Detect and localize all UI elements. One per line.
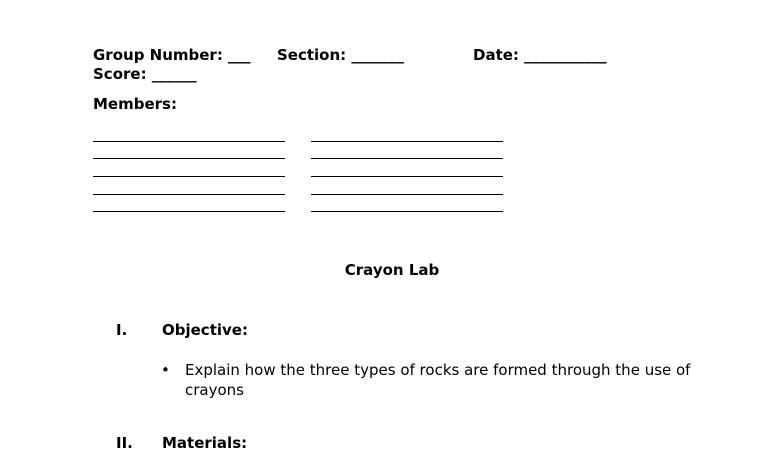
section-heading-objective: Objective: xyxy=(162,321,248,339)
section-number: II. xyxy=(116,434,133,452)
member-line xyxy=(311,176,503,177)
member-line xyxy=(311,211,503,212)
section-heading-materials: Materials: xyxy=(162,434,248,452)
member-line xyxy=(93,158,285,159)
members-label: Members: xyxy=(93,95,177,113)
group-number-field: Group Number: ___ xyxy=(93,46,251,64)
member-line xyxy=(93,194,285,195)
document-title: Crayon Lab xyxy=(344,261,440,279)
section-number: I. xyxy=(116,321,128,339)
date-field: Date: ___________ xyxy=(473,46,607,64)
member-line xyxy=(311,194,503,195)
member-line xyxy=(93,176,285,177)
member-line xyxy=(93,141,285,142)
bullet-dot-icon: • xyxy=(161,361,170,379)
score-field: Score: ______ xyxy=(93,65,197,83)
member-line xyxy=(311,141,503,142)
section-field: Section: _______ xyxy=(277,46,404,64)
member-line xyxy=(93,211,285,212)
objective-bullet-text: Explain how the three types of rocks are formed through the use of crayons xyxy=(185,361,691,399)
member-line xyxy=(311,158,503,159)
